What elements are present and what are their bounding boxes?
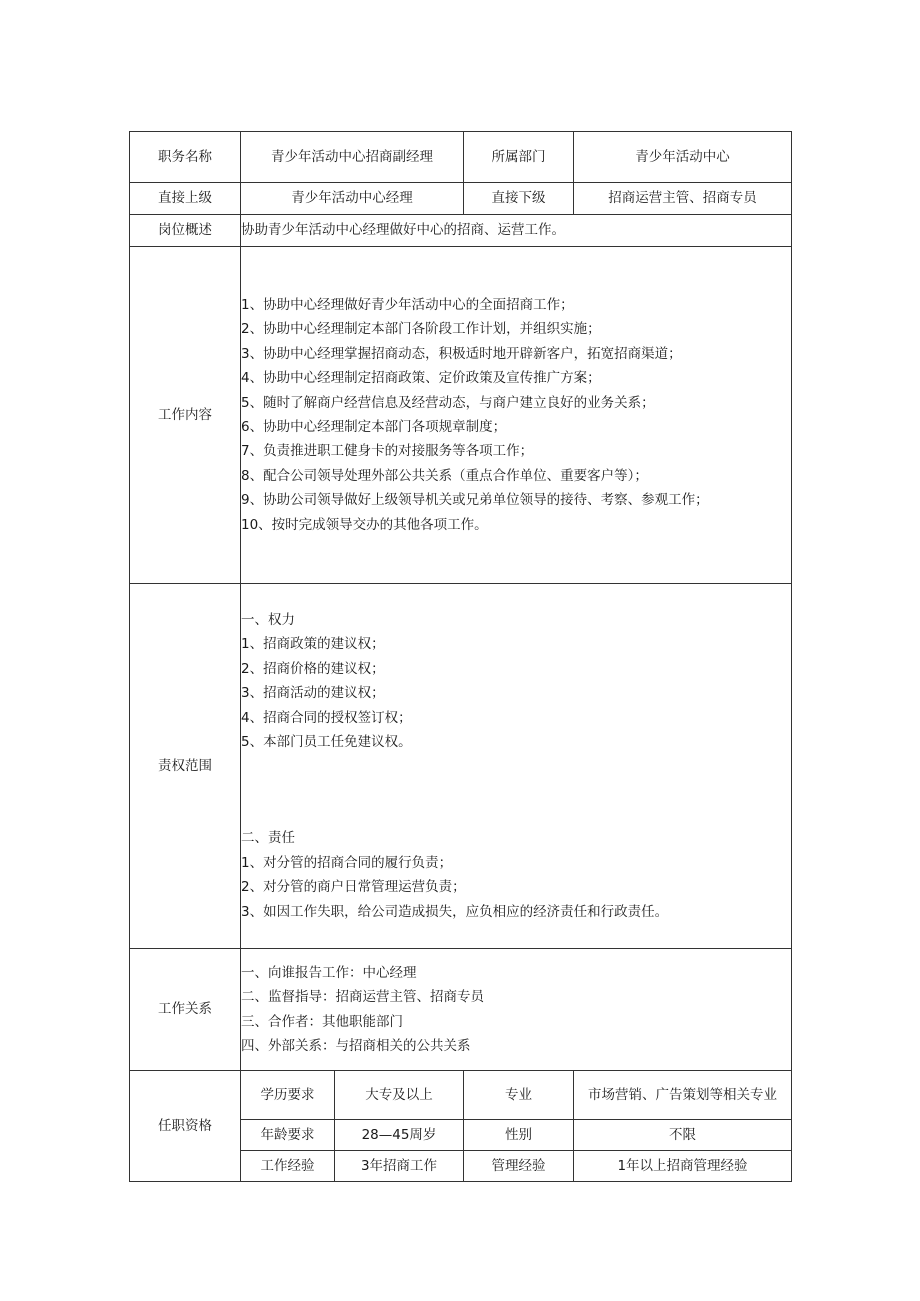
relations-label: 工作关系 <box>130 949 241 1071</box>
list-item: 1、对分管的招商合同的履行负责； <box>241 854 453 871</box>
row-job-title <box>130 132 792 183</box>
list-item: 10、按时完成领导交办的其他各项工作。 <box>241 516 488 533</box>
list-item: 3、如因工作失职，给公司造成损失，应负相应的经济责任和行政责任。 <box>241 903 669 920</box>
list-item: 3、协助中心经理掌握招商动态，积极适时地开辟新客户，拓宽招商渠道； <box>241 345 682 362</box>
overview-value: 协助青少年活动中心经理做好中心的招商、运营工作。 <box>241 215 792 247</box>
row-reporting <box>130 183 792 215</box>
list-item: 1、招商政策的建议权； <box>241 636 385 653</box>
job-title-value: 青少年活动中心招商副经理 <box>241 132 464 183</box>
management-experience-value: 1年以上招商管理经验 <box>574 1151 792 1182</box>
row-responsibility <box>130 584 792 949</box>
list-item: 8、配合公司领导处理外部公共关系（重点合作单位、重要客户等）； <box>241 467 648 484</box>
row-qualifications-education <box>130 1071 792 1120</box>
gender-label: 性别 <box>464 1120 574 1151</box>
spacer <box>241 754 791 826</box>
experience-value: 3年招商工作 <box>335 1151 464 1182</box>
duty-title: 二、责任 <box>241 830 295 847</box>
list-item: 3、招商活动的建议权； <box>241 685 385 702</box>
department-value: 青少年活动中心 <box>574 132 792 183</box>
row-relations <box>130 949 792 1071</box>
responsibility-label: 责权范围 <box>130 584 241 949</box>
list-item: 6、协助中心经理制定本部门各项规章制度； <box>241 419 507 435</box>
row-overview <box>130 215 792 247</box>
major-value: 市场营销、广告策划等相关专业 <box>574 1071 792 1120</box>
list-item: 一、向谁报告工作：中心经理 <box>241 964 417 981</box>
row-work-content <box>130 247 792 584</box>
direct-superior-label: 直接上级 <box>130 183 241 215</box>
education-value: 大专及以上 <box>335 1071 464 1120</box>
work-content-list <box>241 247 792 584</box>
overview-label: 岗位概述 <box>130 215 241 247</box>
list-item: 2、协助中心经理制定本部门各阶段工作计划，并组织实施； <box>241 321 601 338</box>
list-item: 1、协助中心经理做好青少年活动中心的全面招商工作； <box>241 297 574 314</box>
work-content-label: 工作内容 <box>130 247 241 584</box>
list-item: 三、合作者：其他职能部门 <box>241 1013 403 1030</box>
relations-list <box>241 949 792 1071</box>
age-value: 28—45周岁 <box>335 1120 464 1151</box>
gender-value: 不限 <box>574 1120 792 1151</box>
list-item: 7、负责推进职工健身卡的对接服务等各项工作； <box>241 443 534 460</box>
job-description-table <box>129 131 792 1182</box>
direct-subordinate-value: 招商运营主管、招商专员 <box>574 183 792 215</box>
major-label: 专业 <box>464 1071 574 1120</box>
power-title: 一、权力 <box>241 612 295 629</box>
list-item: 4、招商合同的授权签订权； <box>241 709 412 726</box>
education-label: 学历要求 <box>241 1071 335 1120</box>
experience-label: 工作经验 <box>241 1151 335 1182</box>
list-item: 四、外部关系：与招商相关的公共关系 <box>241 1037 471 1054</box>
list-item: 5、随时了解商户经营信息及经营动态，与商户建立良好的业务关系； <box>241 394 655 411</box>
list-item: 9、协助公司领导做好上级领导机关或兄弟单位领导的接待、考察、参观工作； <box>241 492 709 509</box>
responsibility-list <box>241 584 792 949</box>
age-label: 年龄要求 <box>241 1120 335 1151</box>
direct-superior-value: 青少年活动中心经理 <box>241 183 464 215</box>
qualifications-label: 任职资格 <box>130 1071 241 1182</box>
management-experience-label: 管理经验 <box>464 1151 574 1182</box>
list-item: 2、对分管的商户日常管理运营负责； <box>241 879 466 896</box>
job-title-label: 职务名称 <box>130 132 241 183</box>
list-item: 4、协助中心经理制定招商政策、定价政策及宣传推广方案； <box>241 370 601 387</box>
department-label: 所属部门 <box>464 132 574 183</box>
list-item: 2、招商价格的建议权； <box>241 660 385 677</box>
list-item: 二、监督指导：招商运营主管、招商专员 <box>241 989 484 1006</box>
list-item: 5、本部门员工任免建议权。 <box>241 734 412 750</box>
direct-subordinate-label: 直接下级 <box>464 183 574 215</box>
